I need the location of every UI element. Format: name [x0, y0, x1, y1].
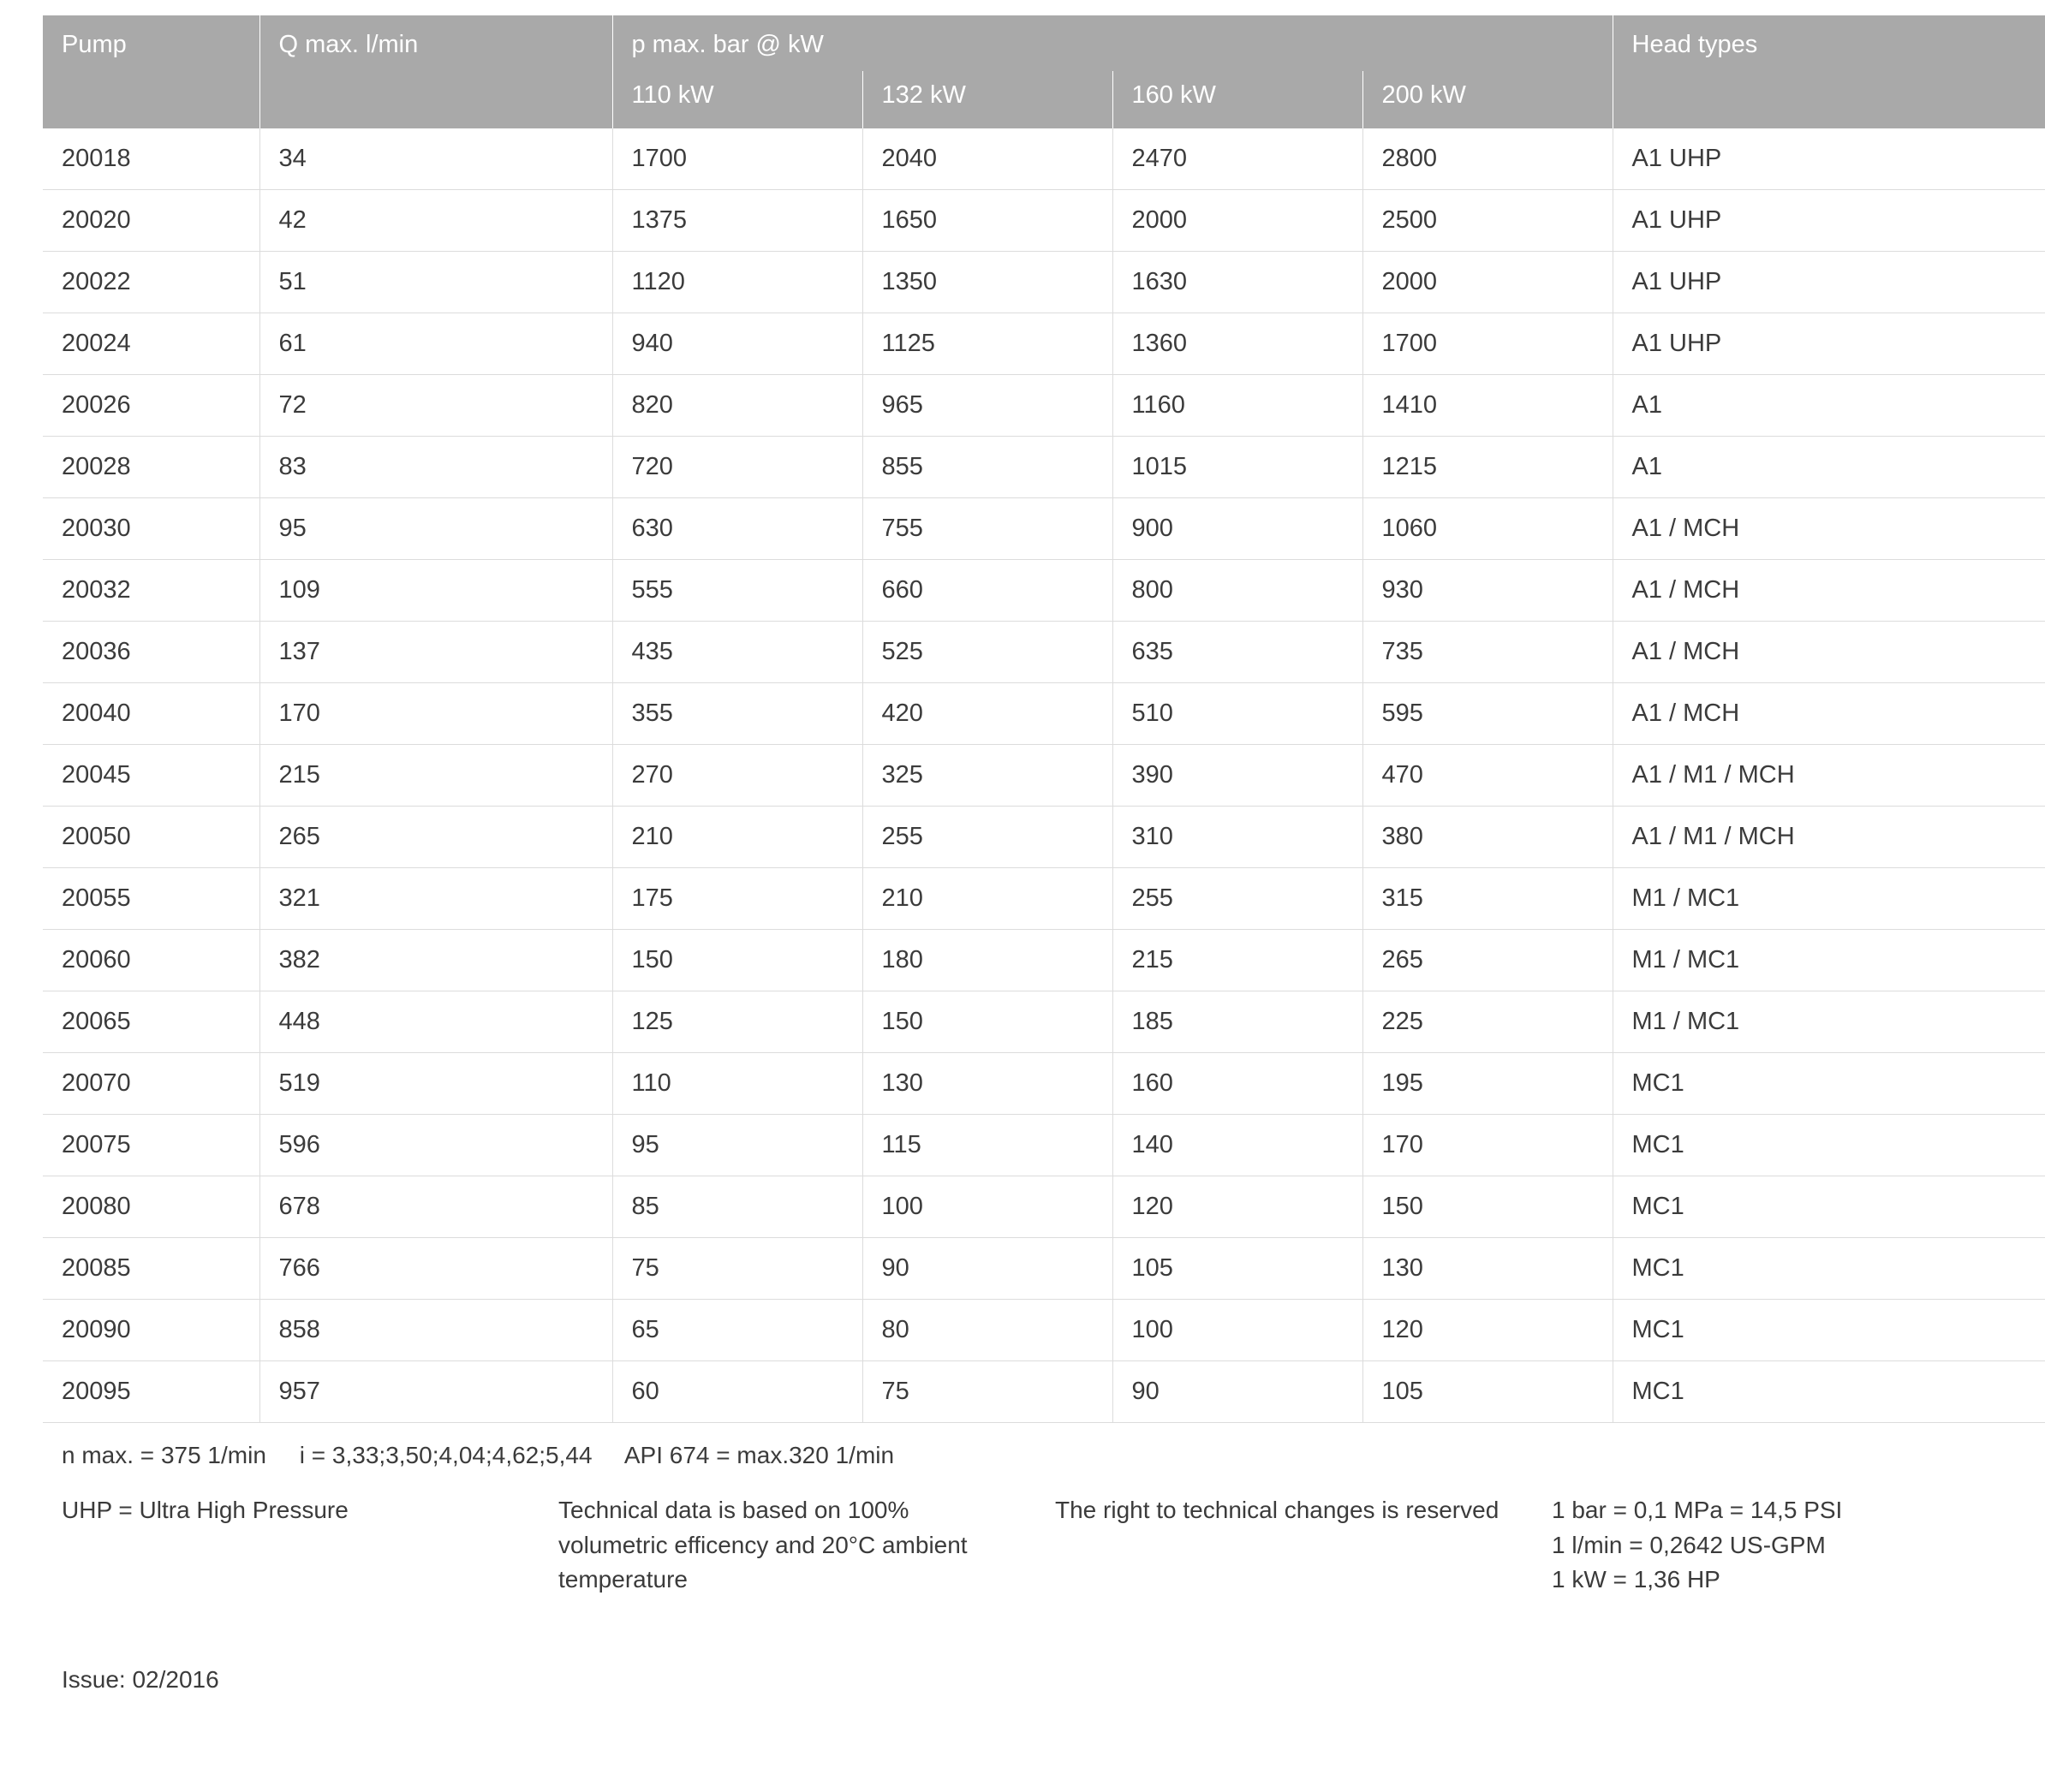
cell-pmax-3: 2470 — [1112, 128, 1362, 190]
cell-pmax-4: 1215 — [1362, 437, 1613, 498]
table-row — [43, 991, 2045, 1053]
cell-pmax-2: 755 — [862, 498, 1112, 560]
cell-pump: 20055 — [43, 868, 259, 930]
cell-qmax: 83 — [259, 437, 612, 498]
cell-pmax-4: 595 — [1362, 683, 1613, 745]
table-row — [43, 930, 2045, 991]
cell-pump: 20065 — [43, 991, 259, 1053]
cell-pmax-4: 380 — [1362, 807, 1613, 868]
table-row — [43, 745, 2045, 807]
footnote-technical-line-2: volumetric efficency and 20°C ambient — [558, 1531, 968, 1558]
cell-pump: 20024 — [43, 313, 259, 375]
cell-pump: 20085 — [43, 1238, 259, 1300]
column-header-pmax-group: p max. bar @ kW — [612, 15, 1613, 71]
cell-pump: 20022 — [43, 252, 259, 313]
cell-pump: 20028 — [43, 437, 259, 498]
table-row — [43, 190, 2045, 252]
cell-pmax-2: 420 — [862, 683, 1112, 745]
cell-pmax-3: 90 — [1112, 1361, 1362, 1423]
cell-pmax-3: 1160 — [1112, 375, 1362, 437]
issue-date: Issue: 02/2016 — [62, 1665, 219, 1693]
cell-head-types: MC1 — [1613, 1176, 2045, 1238]
cell-pmax-2: 325 — [862, 745, 1112, 807]
cell-pmax-1: 210 — [612, 807, 862, 868]
cell-qmax: 448 — [259, 991, 612, 1053]
cell-head-types: A1 / MCH — [1613, 622, 2045, 683]
cell-pmax-2: 855 — [862, 437, 1112, 498]
cell-qmax: 137 — [259, 622, 612, 683]
cell-head-types: MC1 — [1613, 1300, 2045, 1361]
cell-pmax-2: 90 — [862, 1238, 1112, 1300]
cell-qmax: 519 — [259, 1053, 612, 1115]
cell-head-types: A1 / MCH — [1613, 498, 2045, 560]
cell-pmax-3: 215 — [1112, 930, 1362, 991]
cell-pmax-1: 720 — [612, 437, 862, 498]
cell-qmax: 42 — [259, 190, 612, 252]
cell-pmax-4: 105 — [1362, 1361, 1613, 1423]
cell-pmax-1: 85 — [612, 1176, 862, 1238]
cell-pmax-2: 180 — [862, 930, 1112, 991]
cell-qmax: 61 — [259, 313, 612, 375]
cell-pmax-3: 1015 — [1112, 437, 1362, 498]
footnote-uhp — [62, 1493, 558, 1598]
cell-pmax-4: 315 — [1362, 868, 1613, 930]
cell-head-types: A1 / M1 / MCH — [1613, 807, 2045, 868]
cell-pump: 20050 — [43, 807, 259, 868]
table-row — [43, 437, 2045, 498]
cell-pmax-1: 125 — [612, 991, 862, 1053]
cell-pmax-1: 1120 — [612, 252, 862, 313]
cell-head-types: M1 / MC1 — [1613, 868, 2045, 930]
cell-head-types: A1 UHP — [1613, 128, 2045, 190]
cell-pump: 20070 — [43, 1053, 259, 1115]
cell-pmax-4: 2800 — [1362, 128, 1613, 190]
footnote-technical — [558, 1493, 1055, 1598]
cell-pump: 20080 — [43, 1176, 259, 1238]
table-row — [43, 313, 2045, 375]
cell-pmax-3: 140 — [1112, 1115, 1362, 1176]
cell-head-types: A1 / MCH — [1613, 560, 2045, 622]
column-header-160kw: 160 kW — [1112, 71, 1362, 128]
table-row — [43, 1238, 2045, 1300]
cell-pmax-1: 65 — [612, 1300, 862, 1361]
cell-pmax-4: 195 — [1362, 1053, 1613, 1115]
cell-pmax-4: 735 — [1362, 622, 1613, 683]
cell-pump: 20045 — [43, 745, 259, 807]
cell-pump: 20036 — [43, 622, 259, 683]
cell-pump: 20075 — [43, 1115, 259, 1176]
table-body — [43, 128, 2045, 1423]
cell-pmax-2: 100 — [862, 1176, 1112, 1238]
cell-qmax: 382 — [259, 930, 612, 991]
footnotes — [43, 1478, 2002, 1598]
cell-pmax-1: 1375 — [612, 190, 862, 252]
cell-pmax-4: 265 — [1362, 930, 1613, 991]
cell-pmax-2: 115 — [862, 1115, 1112, 1176]
cell-pmax-1: 1700 — [612, 128, 862, 190]
table-row — [43, 560, 2045, 622]
cell-head-types: A1 UHP — [1613, 313, 2045, 375]
cell-qmax: 596 — [259, 1115, 612, 1176]
cell-pmax-2: 210 — [862, 868, 1112, 930]
column-header-200kw: 200 kW — [1362, 71, 1613, 128]
cell-pmax-3: 1360 — [1112, 313, 1362, 375]
cell-pmax-1: 150 — [612, 930, 862, 991]
cell-pump: 20030 — [43, 498, 259, 560]
cell-qmax: 265 — [259, 807, 612, 868]
cell-qmax: 170 — [259, 683, 612, 745]
table-row — [43, 375, 2045, 437]
table-row — [43, 1176, 2045, 1238]
column-header-pump: Pump — [43, 15, 259, 128]
cell-pmax-3: 1630 — [1112, 252, 1362, 313]
cell-qmax: 72 — [259, 375, 612, 437]
cell-qmax: 215 — [259, 745, 612, 807]
cell-pmax-4: 2500 — [1362, 190, 1613, 252]
cell-pmax-1: 355 — [612, 683, 862, 745]
table-row — [43, 683, 2045, 745]
cell-qmax: 34 — [259, 128, 612, 190]
table-row — [43, 622, 2045, 683]
cell-pmax-3: 390 — [1112, 745, 1362, 807]
cell-pump: 20090 — [43, 1300, 259, 1361]
cell-head-types: A1 / M1 / MCH — [1613, 745, 2045, 807]
cell-head-types: A1 / MCH — [1613, 683, 2045, 745]
cell-pump: 20095 — [43, 1361, 259, 1423]
cell-pmax-3: 120 — [1112, 1176, 1362, 1238]
table-row — [43, 252, 2045, 313]
cell-pmax-2: 660 — [862, 560, 1112, 622]
cell-qmax: 321 — [259, 868, 612, 930]
cell-pmax-2: 130 — [862, 1053, 1112, 1115]
cell-pmax-4: 2000 — [1362, 252, 1613, 313]
cell-pmax-1: 95 — [612, 1115, 862, 1176]
cell-pmax-1: 435 — [612, 622, 862, 683]
table-row — [43, 128, 2045, 190]
cell-pmax-2: 2040 — [862, 128, 1112, 190]
cell-pump: 20060 — [43, 930, 259, 991]
cell-pmax-4: 1410 — [1362, 375, 1613, 437]
footnote-technical-line-3: temperature — [558, 1566, 688, 1593]
cell-pmax-1: 630 — [612, 498, 862, 560]
cell-pump: 20018 — [43, 128, 259, 190]
column-header-110kw: 110 kW — [612, 71, 862, 128]
cell-pmax-3: 185 — [1112, 991, 1362, 1053]
cell-qmax: 109 — [259, 560, 612, 622]
cell-pmax-4: 930 — [1362, 560, 1613, 622]
cell-pmax-2: 150 — [862, 991, 1112, 1053]
cell-head-types: MC1 — [1613, 1053, 2045, 1115]
cell-head-types: A1 UHP — [1613, 190, 2045, 252]
cell-pmax-2: 965 — [862, 375, 1112, 437]
conversion-lmin: 1 l/min = 0,2642 US-GPM — [1552, 1531, 1826, 1558]
cell-pmax-3: 635 — [1112, 622, 1362, 683]
cell-pmax-3: 100 — [1112, 1300, 1362, 1361]
cell-pmax-1: 940 — [612, 313, 862, 375]
table-row — [43, 1300, 2045, 1361]
table-row — [43, 807, 2045, 868]
table-row — [43, 498, 2045, 560]
cell-qmax: 858 — [259, 1300, 612, 1361]
cell-pmax-4: 120 — [1362, 1300, 1613, 1361]
cell-pmax-4: 1060 — [1362, 498, 1613, 560]
cell-pmax-1: 175 — [612, 868, 862, 930]
cell-pmax-1: 110 — [612, 1053, 862, 1115]
column-header-132kw: 132 kW — [862, 71, 1112, 128]
cell-pmax-4: 225 — [1362, 991, 1613, 1053]
cell-head-types: A1 — [1613, 437, 2045, 498]
cell-pmax-4: 170 — [1362, 1115, 1613, 1176]
cell-qmax: 51 — [259, 252, 612, 313]
cell-pump: 20040 — [43, 683, 259, 745]
cell-pmax-3: 310 — [1112, 807, 1362, 868]
cell-pmax-3: 160 — [1112, 1053, 1362, 1115]
cell-pmax-3: 800 — [1112, 560, 1362, 622]
cell-pmax-2: 80 — [862, 1300, 1112, 1361]
column-header-qmax: Q max. l/min — [259, 15, 612, 128]
cell-pmax-2: 75 — [862, 1361, 1112, 1423]
conversion-bar: 1 bar = 0,1 MPa = 14,5 PSI — [1552, 1497, 1843, 1523]
footnote-uhp-text: UHP = Ultra High Pressure — [62, 1497, 349, 1523]
cell-pmax-1: 820 — [612, 375, 862, 437]
cell-head-types: MC1 — [1613, 1238, 2045, 1300]
footnote-technical-line-1: Technical data is based on 100% — [558, 1497, 909, 1523]
footnote-conversions — [1552, 1493, 1963, 1598]
column-header-head-types: Head types — [1613, 15, 2045, 128]
cell-pmax-1: 75 — [612, 1238, 862, 1300]
cell-qmax: 678 — [259, 1176, 612, 1238]
cell-head-types: MC1 — [1613, 1361, 2045, 1423]
pump-specification-table — [43, 15, 2045, 1423]
speed-ratio-note: n max. = 375 1/min i = 3,33;3,50;4,04;4,62;5,44 API 674 = max.320 1/min — [62, 1442, 895, 1468]
footnote-rights — [1055, 1493, 1552, 1598]
cell-pmax-2: 525 — [862, 622, 1112, 683]
conversion-kw: 1 kW = 1,36 HP — [1552, 1566, 1720, 1593]
footnote-rights-text: The right to technical changes is reserved — [1055, 1497, 1499, 1523]
cell-head-types: MC1 — [1613, 1115, 2045, 1176]
cell-pmax-2: 255 — [862, 807, 1112, 868]
cell-qmax: 957 — [259, 1361, 612, 1423]
table-header — [43, 15, 2045, 128]
cell-pmax-3: 105 — [1112, 1238, 1362, 1300]
cell-pmax-2: 1350 — [862, 252, 1112, 313]
table-row — [43, 868, 2045, 930]
cell-head-types: A1 UHP — [1613, 252, 2045, 313]
cell-head-types: M1 / MC1 — [1613, 930, 2045, 991]
cell-pmax-4: 150 — [1362, 1176, 1613, 1238]
cell-pmax-4: 1700 — [1362, 313, 1613, 375]
cell-pmax-1: 60 — [612, 1361, 862, 1423]
cell-pmax-4: 470 — [1362, 745, 1613, 807]
cell-head-types: M1 / MC1 — [1613, 991, 2045, 1053]
cell-pmax-3: 2000 — [1112, 190, 1362, 252]
cell-pump: 20026 — [43, 375, 259, 437]
header-row-top — [43, 15, 2045, 71]
cell-head-types: A1 — [1613, 375, 2045, 437]
table-row — [43, 1053, 2045, 1115]
cell-pmax-1: 555 — [612, 560, 862, 622]
cell-pmax-2: 1650 — [862, 190, 1112, 252]
cell-qmax: 95 — [259, 498, 612, 560]
cell-pmax-3: 510 — [1112, 683, 1362, 745]
table-row — [43, 1361, 2045, 1423]
cell-pmax-4: 130 — [1362, 1238, 1613, 1300]
cell-pmax-3: 255 — [1112, 868, 1362, 930]
cell-pump: 20032 — [43, 560, 259, 622]
cell-pmax-1: 270 — [612, 745, 862, 807]
table-row — [43, 1115, 2045, 1176]
cell-pump: 20020 — [43, 190, 259, 252]
cell-qmax: 766 — [259, 1238, 612, 1300]
cell-pmax-2: 1125 — [862, 313, 1112, 375]
cell-pmax-3: 900 — [1112, 498, 1362, 560]
